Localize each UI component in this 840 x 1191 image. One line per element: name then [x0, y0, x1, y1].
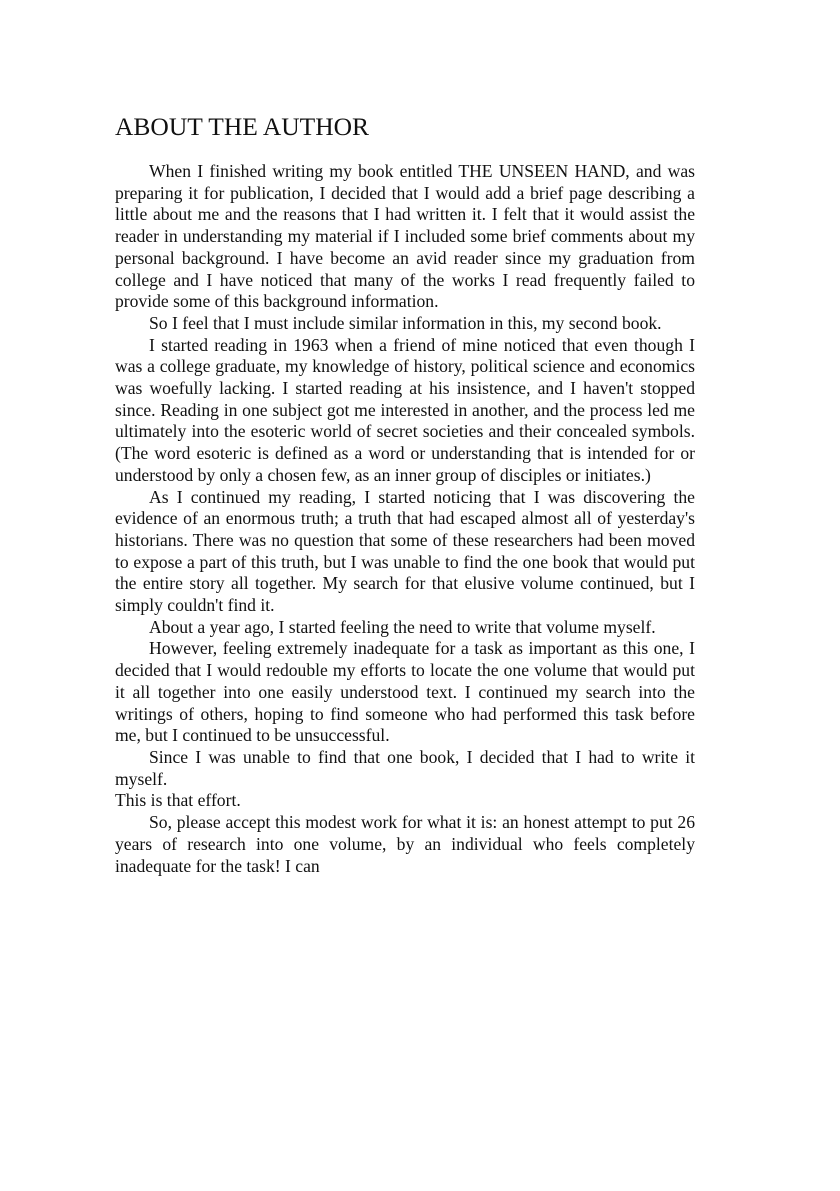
paragraph: So I feel that I must include similar information in this, my second book. — [149, 312, 662, 333]
paragraph: When I finished writing my book entitled THE UNSEEN HAND, and was preparing it for publication, I decided that I would add a brief page describing a little about me and the reasons that I had written it. I felt that it would assist the reader in understanding my material if I included some brief comments about my personal background. I have become an avid reader since my graduation from college and I have noticed that many of the works I read frequently failed to provide some of this background information. — [115, 161, 695, 312]
paragraph: As I continued my reading, I started noticing that I was discovering the evidence of an enormous truth; a truth that had escaped almost all of yesterday's historians. There was no question that some of these researchers had been moved to expose a part of this truth, but I was unable to find the one book that would put the entire story all together. My search for that elusive volume continued, but I simply couldn't find it. — [115, 486, 695, 616]
paragraph: I started reading in 1963 when a friend of mine noticed that even though I was a college graduate, my knowledge of history, political science and economics was woefully lacking. I started reading at his insistence, and I haven't stopped since. Reading in one subject got me interested in another, and the process led me ultimately into the esoteric world of secret societies and their concealed symbols. (The word esoteric is defined as a word or understanding that is intended for or understood by only a chosen few, as an inner group of disciples or initiates.) — [115, 334, 695, 485]
page-title: ABOUT THE AUTHOR — [115, 112, 370, 141]
paragraph: Since I was unable to find that one book, I decided that I had to write it myself. — [115, 746, 695, 789]
paragraph: About a year ago, I started feeling the need to write that volume myself. — [149, 616, 656, 637]
paragraph: So, please accept this modest work for what it is: an honest attempt to put 26 years of research into one volume, by an individual who feels completely inadequate for the task! I can — [115, 812, 695, 876]
paragraph: However, feeling extremely inadequate for a task as important as this one, I decided that I would redouble my efforts to locate the one volume that would put it all together into one easily understood text. I continued my search into the writings of others, hoping to find someone who had performed this task before me, but I continued to be unsuccessful. — [115, 638, 695, 746]
paragraph: This is that effort. — [115, 790, 241, 811]
body-text — [115, 161, 695, 877]
